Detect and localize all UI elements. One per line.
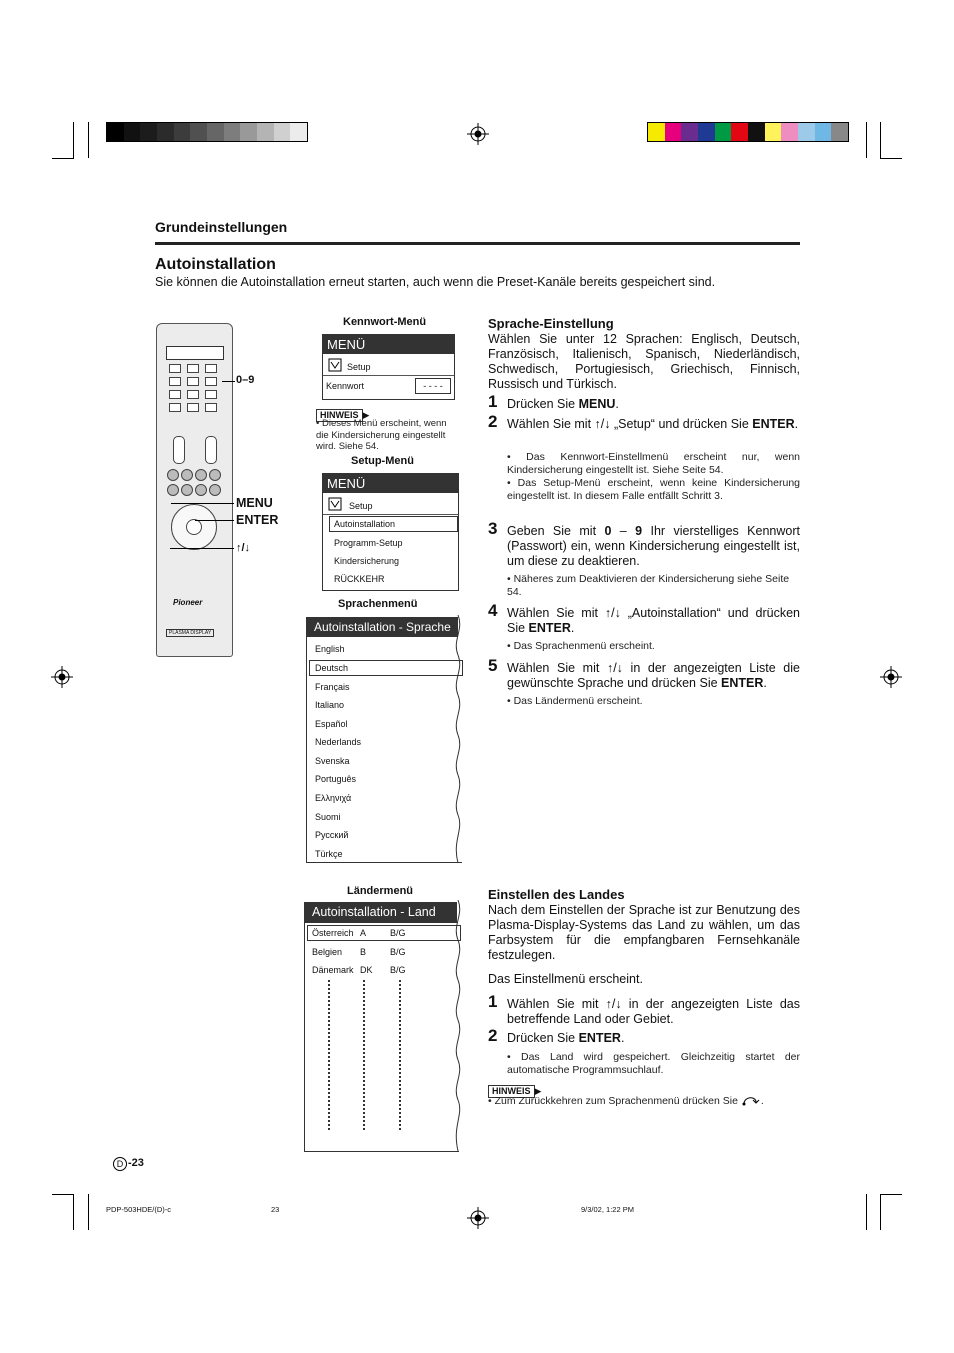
color-swatch	[665, 123, 682, 141]
continuation-dots	[328, 980, 330, 1130]
return-icon	[741, 1094, 761, 1106]
crop-mark	[880, 1194, 902, 1195]
setup-label: Setup	[347, 362, 371, 372]
step-text: –	[611, 524, 636, 538]
footer-date: 9/3/02, 1:22 PM	[581, 1205, 634, 1214]
remote-channel	[205, 436, 217, 464]
crop-mark	[52, 1194, 74, 1195]
kennwort-note: • Dieses Menü erscheint, wenn die Kindersicherung eingestellt wird. Siehe 54.	[316, 418, 447, 452]
step-text: .	[620, 1031, 625, 1045]
crop-mark	[880, 1194, 881, 1230]
step-text: .	[570, 621, 575, 635]
language-item[interactable]: Italiano	[315, 700, 345, 710]
torn-edge-icon	[452, 615, 466, 865]
remote-button	[195, 469, 207, 481]
menu-divider	[323, 514, 458, 515]
language-item[interactable]: Français	[315, 682, 350, 692]
step-key: 0	[604, 524, 612, 538]
step-number: 2	[488, 1026, 498, 1045]
color-swatch	[107, 123, 124, 141]
remote-label-digits: 0–9	[236, 374, 255, 386]
remote-button	[169, 364, 181, 373]
remote-button	[209, 484, 221, 496]
color-swatch	[224, 123, 241, 141]
land-intro-2: Das Einstellmenü erscheint.	[488, 972, 643, 986]
color-swatch	[781, 123, 798, 141]
country-system: B/G	[390, 965, 406, 975]
arrow-right-icon: ▶	[534, 1086, 542, 1096]
page-title: Autoinstallation	[155, 256, 276, 273]
registration-mark-icon	[880, 666, 902, 688]
remote-label-menu: MENU	[236, 496, 273, 510]
step-text: Ihr vierstelliges Kennwort (Passwort) ein, wenn Kindersicherung eingestellt ist, um diese zu deaktieren.	[507, 524, 800, 568]
registration-mark-icon	[467, 123, 489, 145]
country-name[interactable]: Österreich	[312, 928, 354, 938]
color-swatch	[731, 123, 748, 141]
kennwort-label: Kennwort	[326, 381, 365, 391]
language-item[interactable]: Svenska	[315, 756, 350, 766]
remote-label-enter: ENTER	[236, 513, 279, 527]
remote-button	[187, 390, 199, 399]
step-number: 4	[488, 601, 498, 620]
crop-mark	[73, 1194, 74, 1230]
crop-mark	[866, 122, 867, 158]
menu-header-text: Autoinstallation - Land	[312, 905, 436, 919]
color-swatch	[257, 123, 274, 141]
crop-mark	[73, 122, 74, 158]
step-text: Geben Sie mit	[507, 524, 605, 538]
remote-badge: PLASMA DISPLAY	[166, 629, 214, 637]
remote-button	[205, 364, 217, 373]
remote-callout-line	[170, 548, 234, 549]
step-number: 1	[488, 992, 498, 1011]
crop-mark	[880, 122, 881, 158]
land-step-2-bullet: • Das Land wird gespeichert. Gleichzeitig startet der automatische Programmsuchlauf.	[507, 1051, 800, 1076]
language-item[interactable]: Deutsch	[315, 663, 349, 673]
setup-menu	[322, 473, 459, 591]
step-text: .	[794, 417, 799, 431]
remote-button	[167, 484, 179, 496]
remote-button	[205, 377, 217, 386]
sprache-step-2-bullet: • Das Kennwort-Einstellmenü erscheint nur, wenn Kindersicherung eingestellt ist. Siehe Seite 54.	[507, 451, 801, 476]
language-item[interactable]: Русский	[315, 830, 349, 840]
country-code: DK	[360, 965, 373, 975]
land-intro: Nach dem Einstellen der Sprache ist zur Benutzung des Plasma-Display-Systems das Land zu wählen, um das Farbsystem für die empfangbaren Fernsehkanäle festzulegen.	[488, 903, 800, 962]
remote-button	[205, 390, 217, 399]
remote-volume	[173, 436, 185, 464]
color-swatch	[681, 123, 698, 141]
remote-enter-button	[186, 519, 202, 535]
remote-button	[169, 390, 181, 399]
country-code: A	[360, 928, 367, 938]
color-swatch	[798, 123, 815, 141]
language-item[interactable]: Português	[315, 774, 357, 784]
bullet-text: Das Ländermenü erscheint.	[513, 695, 643, 707]
page-letter-badge	[113, 1157, 127, 1171]
crop-mark	[88, 122, 89, 158]
setup-item[interactable]: Programm-Setup	[334, 538, 403, 548]
land-menu	[304, 900, 464, 1152]
crop-mark	[880, 158, 902, 159]
note-text: .	[760, 1095, 764, 1107]
setup-menu-caption: Setup-Menü	[351, 455, 414, 467]
bullet-text: Das Land wird gespeichert. Gleichzeitig startet der automatische Programmsuchlauf.	[507, 1051, 800, 1076]
color-swatch	[174, 123, 191, 141]
remote-button	[187, 403, 199, 412]
sprache-step-1	[507, 397, 800, 412]
intro-text: Sie können die Autoinstallation erneut starten, auch wenn die Preset-Kanäle bereits gespeichert sind.	[155, 275, 716, 289]
land-step-1: Wählen Sie mit ↑/↓ in der angezeigten Liste das betreffende Land oder Gebiet.	[507, 997, 800, 1026]
remote-control	[156, 323, 233, 657]
language-item[interactable]: Nederlands	[315, 737, 362, 747]
step-key: ENTER	[578, 1031, 621, 1045]
remote-button	[209, 469, 221, 481]
language-item[interactable]: Ελληνιχά	[315, 793, 352, 803]
footer-file: PDP-503HDE/(D)-c	[106, 1205, 172, 1214]
crop-mark	[866, 1194, 867, 1230]
remote-button	[187, 364, 199, 373]
setup-item[interactable]: RÜCKKEHR	[334, 574, 385, 584]
menu-header: MENÜ	[323, 335, 454, 354]
country-name[interactable]: Belgien	[312, 947, 343, 957]
remote-callout-line	[195, 520, 234, 521]
step-number: 2	[488, 412, 498, 431]
color-swatch	[765, 123, 782, 141]
step-key: MENU	[578, 397, 616, 411]
land-heading: Einstellen des Landes	[488, 887, 625, 902]
color-swatch	[290, 123, 307, 141]
grayscale-bar	[106, 122, 308, 142]
country-name[interactable]: Dänemark	[312, 965, 354, 975]
setup-icon	[328, 358, 342, 372]
step-number: 5	[488, 656, 498, 675]
arrow-right-icon: ▶	[362, 410, 370, 420]
continuation-dots	[363, 980, 365, 1130]
sprach-menu-caption: Sprachenmenü	[338, 598, 418, 610]
menu-header-text: Autoinstallation - Sprache	[314, 620, 451, 634]
page-letter: D	[116, 1159, 124, 1169]
country-system: B/G	[390, 947, 406, 957]
land-note: • Zum Zurückkehren zum Sprachenmenü drücken Sie .	[488, 1095, 764, 1107]
color-swatch	[648, 123, 665, 141]
language-item[interactable]: Suomi	[315, 812, 341, 822]
language-item[interactable]: Español	[315, 719, 348, 729]
crop-mark	[88, 1194, 89, 1230]
step-text: Wählen Sie mit ↑/↓ „Autoinstallation“ und drücken Sie	[507, 606, 800, 635]
kennwort-value: - - - -	[423, 381, 443, 391]
section-rule	[155, 242, 800, 245]
bullet-text: Näheres zum Deaktivieren der Kindersicherung siehe Seite 54.	[507, 573, 790, 598]
step-key: ENTER	[528, 621, 571, 635]
step-number: 3	[488, 519, 498, 538]
color-swatch	[190, 123, 207, 141]
land-step-2	[507, 1031, 800, 1046]
remote-callout-line	[222, 381, 235, 382]
sprach-menu	[306, 615, 464, 865]
color-swatch	[240, 123, 257, 141]
kennwort-menu	[322, 334, 455, 400]
sprache-step-4-bullet: • Das Sprachenmenü erscheint.	[507, 640, 655, 652]
bullet-text: Das Kennwort-Einstellmenü erscheint nur, wenn Kindersicherung eingestellt ist. Siehe Seite 54.	[507, 451, 801, 476]
color-swatch	[698, 123, 715, 141]
menu-left-border	[304, 923, 305, 1152]
color-swatch	[140, 123, 157, 141]
bullet-text: Das Setup-Menü erscheint, wenn keine Kindersicherung eingestellt ist. In diesem Falle entfällt Schritt 3.	[507, 477, 800, 502]
menu-bottom-border	[306, 862, 462, 863]
remote-button	[181, 484, 193, 496]
step-key: 9	[635, 524, 643, 538]
sprache-step-2	[507, 417, 800, 432]
remote-button	[169, 377, 181, 386]
kennwort-field[interactable]	[415, 378, 451, 394]
bullet-text: Das Sprachenmenü erscheint.	[513, 640, 655, 652]
section-heading: Grundeinstellungen	[155, 219, 288, 235]
remote-top-buttons	[166, 346, 224, 360]
color-bar	[647, 122, 849, 142]
hinweis-label: HINWEIS	[316, 409, 363, 422]
step-text: Wählen Sie mit ↑/↓ „Setup“ und drücken Sie	[507, 417, 753, 431]
color-swatch	[274, 123, 291, 141]
remote-button	[181, 469, 193, 481]
color-swatch	[815, 123, 832, 141]
registration-mark-icon	[51, 666, 73, 688]
remote-callout-line	[171, 503, 234, 504]
remote-button	[187, 377, 199, 386]
page-number: -23	[128, 1157, 144, 1169]
country-system: B/G	[390, 928, 406, 938]
language-item[interactable]: Türkçe	[315, 849, 343, 859]
step-text: Wählen Sie mit ↑/↓ in der angezeigten Liste die gewünschte Sprache und drücken Sie	[507, 661, 800, 690]
registration-mark-icon	[467, 1207, 489, 1229]
step-text: .	[615, 397, 619, 411]
sprache-step-5	[507, 661, 800, 691]
remote-button	[195, 484, 207, 496]
remote-button	[167, 469, 179, 481]
sprache-step-4	[507, 606, 800, 636]
country-code: B	[360, 947, 367, 957]
menu-divider	[323, 375, 454, 376]
kennwort-menu-caption: Kennwort-Menü	[343, 316, 427, 328]
continuation-dots	[399, 980, 401, 1130]
setup-icon	[328, 497, 342, 511]
note-text: Zum Zurückkehren zum Sprachenmenü drücken Sie	[494, 1095, 738, 1107]
sprache-heading: Sprache-Einstellung	[488, 316, 614, 331]
sprache-step-3	[507, 524, 800, 569]
color-swatch	[831, 123, 848, 141]
crop-mark	[52, 158, 74, 159]
step-key: ENTER	[721, 676, 764, 690]
step-text: Drücken Sie	[507, 1031, 579, 1045]
sprache-step-2-bullet: • Das Setup-Menü erscheint, wenn keine Kindersicherung eingestellt ist. In diesem Falle entfällt Schritt 3.	[507, 477, 800, 502]
sprache-step-3-bullet: • Näheres zum Deaktivieren der Kindersicherung siehe Seite 54.	[507, 573, 790, 598]
color-swatch	[748, 123, 765, 141]
menu-bottom-border	[304, 1151, 459, 1152]
remote-button	[205, 403, 217, 412]
step-text: .	[763, 676, 767, 690]
remote-brand: Pioneer	[173, 598, 203, 607]
sprache-intro: Wählen Sie unter 12 Sprachen: Englisch, Deutsch, Französisch, Italienisch, Spanisch, Niederländisch, Schwedisch, Portugiesisch, Griechisch, Finnisch, Russisch und Türkisch.	[488, 332, 800, 391]
language-item[interactable]: English	[315, 644, 345, 654]
menu-header: MENÜ	[323, 474, 458, 493]
setup-item[interactable]: Autoinstallation	[334, 519, 396, 529]
setup-label: Setup	[349, 501, 373, 511]
sprache-step-5-bullet: • Das Ländermenü erscheint.	[507, 695, 643, 707]
step-text: Drücken Sie	[507, 397, 579, 411]
setup-item[interactable]: Kindersicherung	[334, 556, 400, 566]
remote-label-arrows: ↑/↓	[236, 542, 251, 554]
hinweis-label: HINWEIS	[488, 1085, 535, 1098]
step-number: 1	[488, 392, 498, 411]
kennwort-note-text: Dieses Menü erscheint, wenn die Kindersicherung eingestellt wird. Siehe 54.	[316, 418, 447, 452]
land-menu-caption: Ländermenü	[347, 885, 414, 897]
step-key: ENTER	[752, 417, 795, 431]
menu-left-border	[306, 637, 307, 863]
color-swatch	[124, 123, 141, 141]
color-swatch	[207, 123, 224, 141]
footer-page: 23	[271, 1205, 280, 1214]
remote-button	[169, 403, 181, 412]
color-swatch	[715, 123, 732, 141]
color-swatch	[157, 123, 174, 141]
